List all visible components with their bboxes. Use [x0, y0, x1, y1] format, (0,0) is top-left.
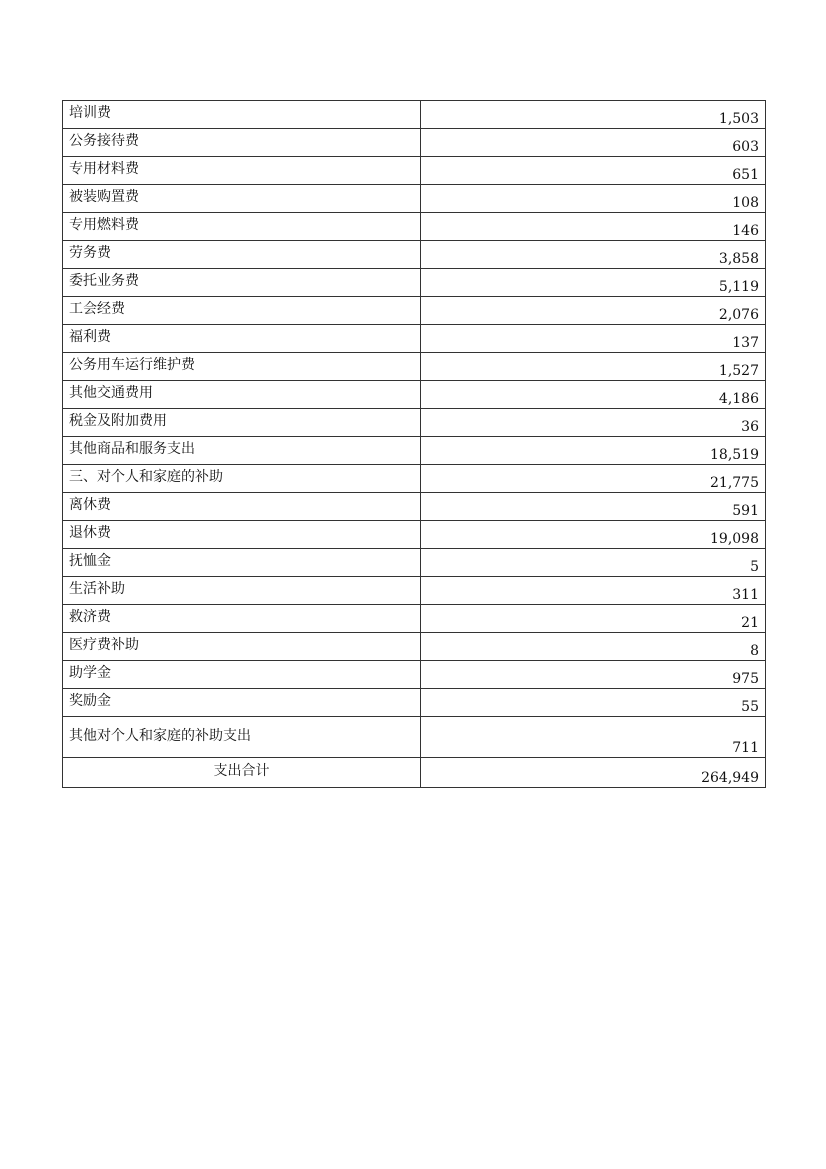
item-amount: 55 [421, 689, 766, 717]
item-amount: 108 [421, 185, 766, 213]
category-name: 三、对个人和家庭的补助 [63, 465, 421, 493]
table-row [63, 577, 766, 605]
item-name: 福利费 [63, 325, 421, 353]
item-name: 工会经费 [63, 297, 421, 325]
item-name: 医疗费补助 [63, 633, 421, 661]
total-row [63, 758, 766, 788]
item-amount: 5 [421, 549, 766, 577]
item-name: 专用材料费 [63, 157, 421, 185]
item-amount: 19,098 [421, 521, 766, 549]
table-row [63, 605, 766, 633]
item-amount: 711 [421, 717, 766, 758]
item-amount: 311 [421, 577, 766, 605]
item-name: 其他商品和服务支出 [63, 437, 421, 465]
item-amount: 651 [421, 157, 766, 185]
item-name: 其他对个人和家庭的补助支出 [63, 717, 421, 758]
table-row [63, 185, 766, 213]
table-row [63, 325, 766, 353]
item-amount: 146 [421, 213, 766, 241]
table-row [63, 717, 766, 758]
item-name: 专用燃料费 [63, 213, 421, 241]
item-name: 生活补助 [63, 577, 421, 605]
item-name: 其他交通费用 [63, 381, 421, 409]
item-amount: 8 [421, 633, 766, 661]
item-amount: 3,858 [421, 241, 766, 269]
item-name: 抚恤金 [63, 549, 421, 577]
table-row [63, 241, 766, 269]
item-amount: 137 [421, 325, 766, 353]
table-row [63, 157, 766, 185]
item-name: 奖励金 [63, 689, 421, 717]
item-amount: 36 [421, 409, 766, 437]
category-amount: 21,775 [421, 465, 766, 493]
total-label: 支出合计 [63, 758, 421, 788]
table-row [63, 493, 766, 521]
table-row [63, 633, 766, 661]
table-row [63, 409, 766, 437]
item-amount: 603 [421, 129, 766, 157]
item-name: 税金及附加费用 [63, 409, 421, 437]
item-name: 离休费 [63, 493, 421, 521]
item-name: 退休费 [63, 521, 421, 549]
table-row [63, 129, 766, 157]
item-amount: 2,076 [421, 297, 766, 325]
table-row [63, 213, 766, 241]
table-row [63, 101, 766, 129]
expenditure-table [62, 100, 766, 788]
item-amount: 1,527 [421, 353, 766, 381]
item-name: 救济费 [63, 605, 421, 633]
table-row [63, 297, 766, 325]
table-row [63, 661, 766, 689]
item-name: 公务接待费 [63, 129, 421, 157]
item-amount: 21 [421, 605, 766, 633]
table-row [63, 437, 766, 465]
item-amount: 591 [421, 493, 766, 521]
item-amount: 1,503 [421, 101, 766, 129]
item-amount: 4,186 [421, 381, 766, 409]
item-amount: 975 [421, 661, 766, 689]
item-name: 公务用车运行维护费 [63, 353, 421, 381]
table-row [63, 465, 766, 493]
item-name: 培训费 [63, 101, 421, 129]
item-name: 委托业务费 [63, 269, 421, 297]
table-row [63, 269, 766, 297]
total-amount: 264,949 [421, 758, 766, 788]
table-row [63, 521, 766, 549]
table-row [63, 549, 766, 577]
table-row [63, 689, 766, 717]
item-name: 被装购置费 [63, 185, 421, 213]
table-row [63, 381, 766, 409]
item-name: 助学金 [63, 661, 421, 689]
item-amount: 18,519 [421, 437, 766, 465]
table-row [63, 353, 766, 381]
item-amount: 5,119 [421, 269, 766, 297]
item-name: 劳务费 [63, 241, 421, 269]
